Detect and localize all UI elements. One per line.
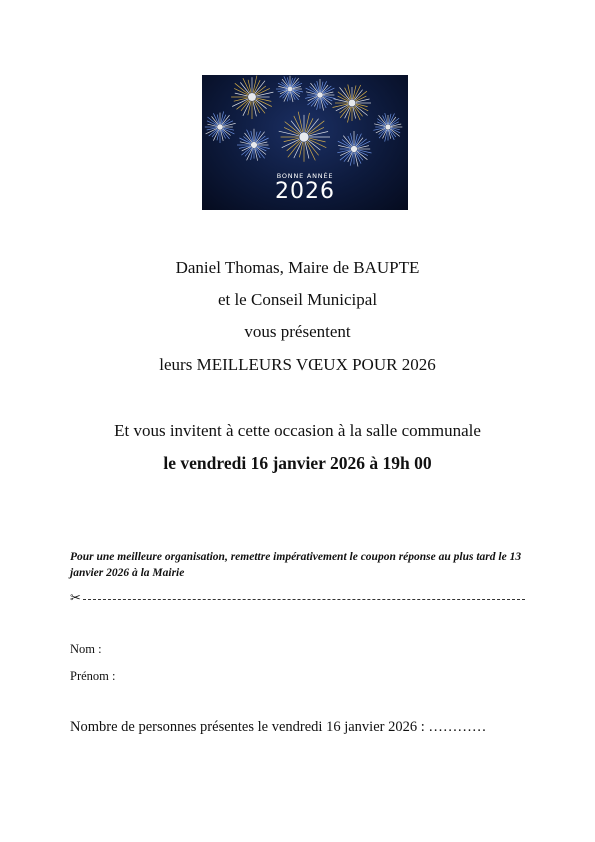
firework-burst [279, 112, 330, 162]
firework-burst [237, 129, 270, 161]
invitation-line: Et vous invitent à cette occasion à la salle communale [114, 421, 481, 440]
banner-year: 2026 [275, 179, 335, 204]
prenom-field-label: Prénom : [70, 669, 116, 683]
wishes-line: leurs MEILLEURS VŒUX POUR 2026 [159, 355, 436, 374]
dashed-divider [83, 599, 525, 600]
new-year-banner [202, 75, 408, 210]
firework-burst [231, 76, 273, 119]
firework-burst [373, 113, 402, 142]
attendee-count-line: Nombre de personnes présentes le vendredi 16 janvier 2026 : ………… [70, 719, 487, 735]
firework-burst [337, 131, 371, 167]
firework-burst [276, 76, 303, 102]
firework-burst [333, 85, 372, 123]
coupon-cut-line [70, 591, 525, 607]
present-line: vous présentent [244, 322, 351, 341]
mayor-line: Daniel Thomas, Maire de BAUPTE [175, 258, 420, 277]
coupon-notice: Pour une meilleure organisation, remettre impérativement le coupon réponse au plus tard le 13 janvier 2026 à la Mairie [70, 551, 522, 579]
nom-field-label: Nom : [70, 642, 102, 656]
event-date-line: le vendredi 16 janvier 2026 à 19h 00 [163, 453, 432, 473]
banner-subtitle: BONNE ANNÉE [276, 172, 334, 180]
firework-burst [305, 79, 335, 111]
scissors-icon: ✂ [70, 591, 81, 606]
council-line: et le Conseil Municipal [217, 290, 378, 309]
firework-burst [205, 111, 236, 143]
